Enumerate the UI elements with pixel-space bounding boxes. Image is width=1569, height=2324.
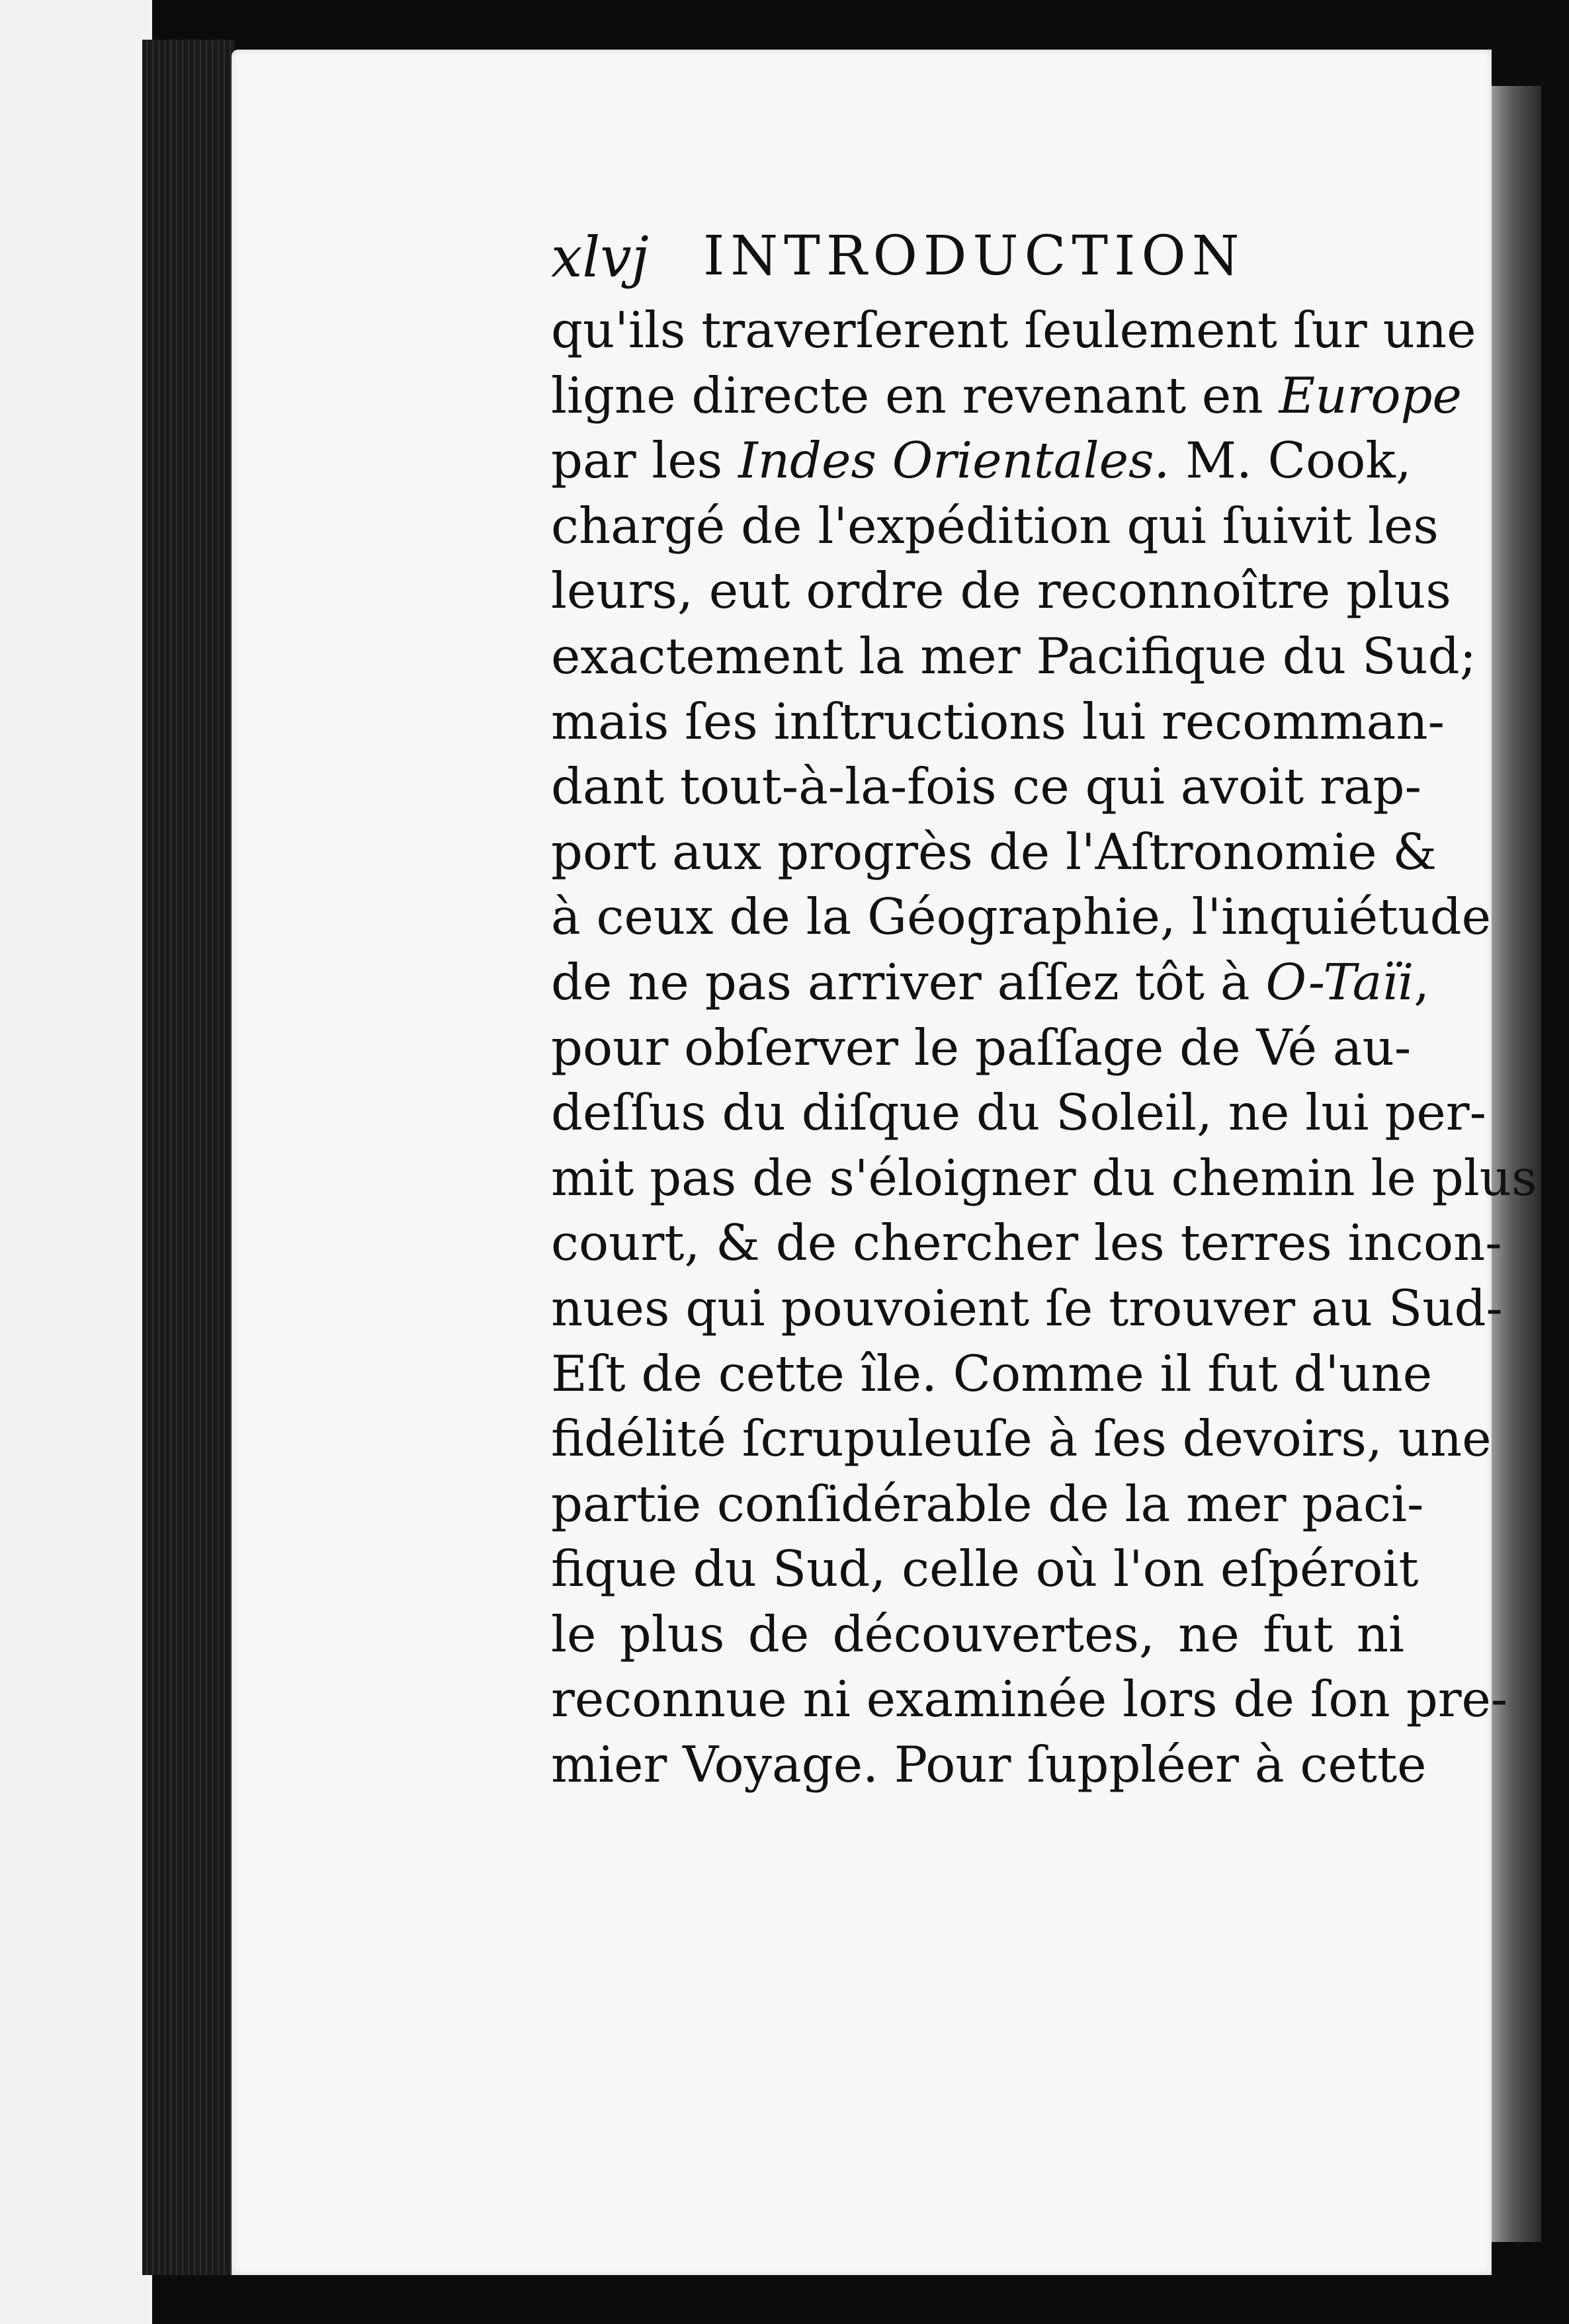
text-segment: fidélité ſcrupuleuſe à ſes devoirs, une: [551, 1409, 1492, 1468]
text-line: [551, 754, 1421, 819]
page-text-block: [551, 218, 1537, 1798]
text-segment: à ceux de la Géographie, l'inquiétude: [551, 888, 1491, 946]
text-segment: pour obſerver le paſſage de Vé au-: [551, 1018, 1412, 1077]
text-segment: le plus de découvertes, ne fut ni: [551, 1604, 1404, 1663]
text-line: [551, 689, 1445, 755]
text-segment: court, & de chercher les terres incon-: [551, 1214, 1502, 1272]
italic-text: O-Taïi: [1265, 952, 1414, 1011]
text-line: [551, 1145, 1537, 1211]
text-line: [551, 624, 1476, 689]
text-line: [551, 1536, 1419, 1602]
text-line: [551, 558, 1451, 624]
text-line: [551, 1015, 1412, 1081]
text-segment: par les: [551, 431, 739, 490]
text-segment: mais ſes inſtructions lui recomman-: [551, 692, 1445, 751]
text-line: [551, 1080, 1486, 1145]
text-segment: partie conſidérable de la mer paci-: [551, 1474, 1424, 1533]
text-line: [551, 1341, 1433, 1407]
text-line: [551, 950, 1430, 1015]
text-segment: exactement la mer Pacifique du Sud;: [551, 626, 1476, 685]
text-segment: mit pas de s'éloigner du chemin le plus: [551, 1148, 1537, 1207]
text-segment: leurs, eut ordre de reconnoître plus: [551, 561, 1451, 620]
text-segment: M. Cook,: [1169, 431, 1412, 490]
text-segment: deſſus du diſque du Soleil, ne lui per-: [551, 1083, 1486, 1142]
body-text: [551, 298, 1537, 1798]
text-segment: ,: [1414, 952, 1430, 1011]
text-segment: nues qui pouvoient ſe trouver au Sud-: [551, 1278, 1503, 1337]
italic-text: Indes Orientales.: [738, 431, 1170, 490]
text-segment: port aux progrès de l'Aſtronomie &: [551, 822, 1437, 881]
text-line: [551, 1472, 1424, 1537]
text-line: [551, 1276, 1503, 1341]
page-number: xlvj: [551, 225, 649, 290]
page-header: [551, 218, 1404, 298]
text-segment: fique du Sud, celle où l'on eſpéroit: [551, 1540, 1419, 1598]
text-line: [551, 1602, 1404, 1667]
text-line: [551, 1732, 1427, 1798]
text-segment: chargé de l'expédition qui ſuivit les: [551, 496, 1439, 555]
text-segment: ligne directe en revenant en: [551, 366, 1279, 425]
running-title: INTRODUCTION: [703, 225, 1246, 288]
text-line: [551, 1210, 1502, 1276]
text-line: [551, 493, 1439, 559]
text-line: [551, 819, 1437, 885]
book-page-edges: [142, 40, 235, 2275]
text-segment: qu'ils traverſerent ſeulement ſur une: [551, 301, 1476, 359]
text-line: [551, 298, 1476, 363]
scan-left-margin: [0, 0, 152, 2324]
text-line: [551, 1667, 1508, 1732]
text-segment: dant tout-à-la-fois ce qui avoit rap-: [551, 757, 1421, 816]
text-segment: de ne pas arriver aſſez tôt à: [551, 952, 1266, 1011]
text-line: [551, 363, 1462, 429]
text-line: [551, 428, 1412, 493]
text-line: [551, 884, 1491, 950]
text-segment: mier Voyage. Pour ſuppléer à cette: [551, 1735, 1427, 1794]
italic-text: Europe: [1279, 366, 1462, 425]
text-segment: Eſt de cette île. Comme il fut d'une: [551, 1344, 1433, 1403]
text-line: [551, 1406, 1492, 1472]
text-segment: reconnue ni examinée lors de ſon pre-: [551, 1670, 1508, 1729]
